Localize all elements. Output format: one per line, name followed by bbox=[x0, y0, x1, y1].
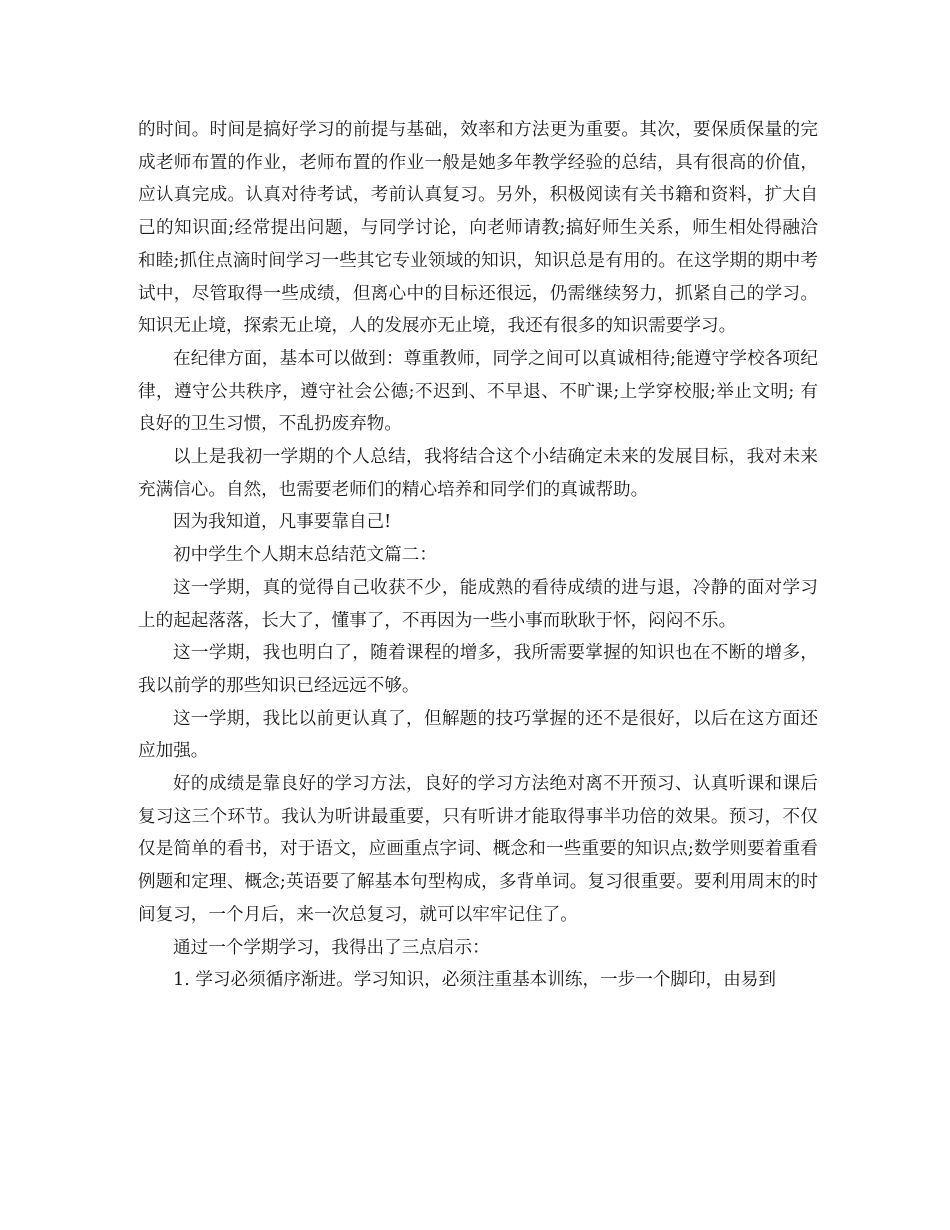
paragraph-7: 这一学期，我也明白了，随着课程的增多，我所需要掌握的知识也在不断的增多，我以前学的那些知识已经远远不够。 bbox=[138, 643, 818, 696]
paragraph-1: 的时间。时间是搞好学习的前提与基础，效率和方法更为重要。其次，要保质保量的完成老师布置的作业，老师布置的作业一般是她多年教学经验的总结，具有很高的价值，应认真完成。认真对待考试，考前认真复习。另外，积极阅读有关书籍和资料，扩大自己的知识面;经常提出问题，与同学讨论，向老师请教;搞好师生关系，师生相处得融洽和睦;抓住点滴时间学习一些其它专业领域的知识，知识总是有用的。在这学期的期中考试中，尽管取得一些成绩，但离心中的目标还很远，仍需继续努力，抓紧自己的学习。知识无止境，探索无止境，人的发展亦无止境，我还有很多的知识需要学习。 bbox=[138, 120, 818, 337]
document-body bbox=[138, 114, 818, 997]
paragraph-9: 好的成绩是靠良好的学习方法，良好的学习方法绝对离不开预习、认真听课和课后复习这三个环节。我认为听讲最重要，只有听讲才能取得事半功倍的效果。预习，不仅仅是简单的看书，对于语文，应画重点字词、概念和一些重要的知识点;数学则要着重看例题和定理、概念;英语要了解基本句型构成，多背单词。复习很重要。要利用周末的时间复习，一个月后，来一次总复习，就可以牢牢记住了。 bbox=[138, 774, 818, 925]
paragraph-8: 这一学期，我比以前更认真了，但解题的技巧掌握的还不是很好，以后在这方面还应加强。 bbox=[138, 708, 818, 762]
paragraph-10: 通过一个学期学习，我得出了三点启示： bbox=[173, 937, 490, 958]
list-item-1: 1. 学习必须循序渐进。学习知识，必须注重基本训练，一步一个脚印，由易到 bbox=[173, 970, 776, 991]
section-heading: 初中学生个人期末总结范文篇二： bbox=[173, 545, 437, 566]
paragraph-4: 因为我知道，凡事要靠自己! bbox=[173, 512, 392, 533]
paragraph-2: 在纪律方面，基本可以做到：尊重教师，同学之间可以真诚相待;能遵守学校各项纪律，遵守公共秩序，遵守社会公德;不迟到、不早退、不旷课;上学穿校服;举止文明; 有良好的卫生习惯，不乱扔废弃物。 bbox=[138, 348, 818, 435]
paragraph-3: 以上是我初一学期的个人总结，我将结合这个小结确定未来的发展目标，我对未来充满信心。自然，也需要老师们的精心培养和同学们的真诚帮助。 bbox=[138, 447, 818, 500]
paragraph-6: 这一学期，真的觉得自己收获不少，能成熟的看待成绩的进与退，冷静的面对学习上的起起落落，长大了，懂事了，不再因为一些小事而耿耿于怀，闷闷不乐。 bbox=[138, 577, 818, 631]
